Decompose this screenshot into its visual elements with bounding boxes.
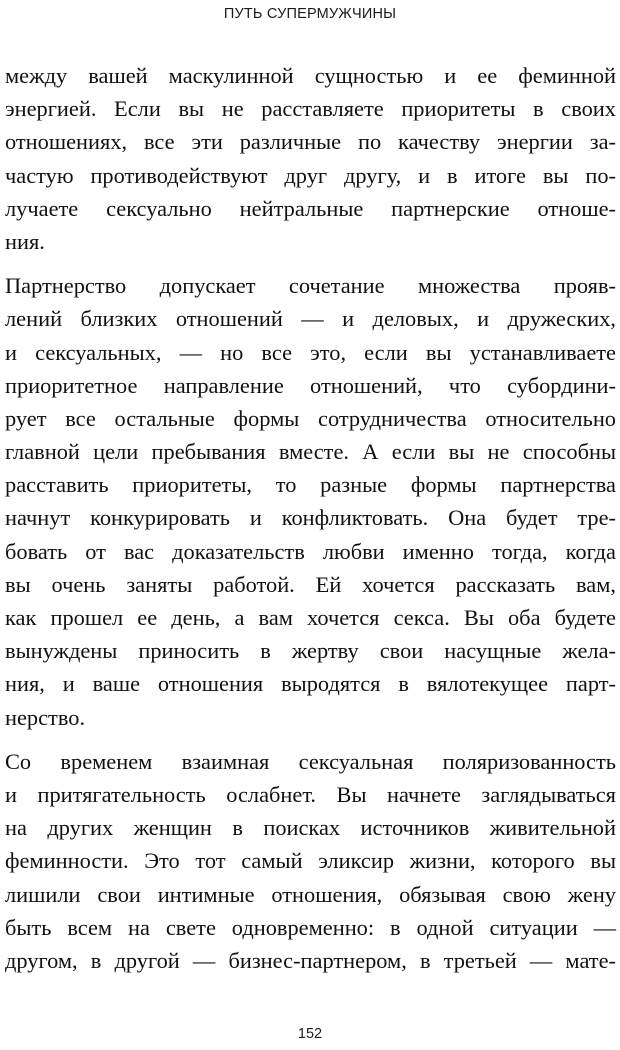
text-line: нерство. [5, 704, 86, 730]
text-line: и сексуальных, — но все это, если вы устанавливаете [5, 339, 616, 365]
text-line: лишили свои интимные отношения, обязывая свою жену [5, 881, 616, 907]
text-line: быть всем на свете одновременно: в одной ситуации — [5, 914, 616, 940]
text-line: частую противодействуют друг другу, и в итоге вы по- [5, 162, 616, 188]
page-body-text [5, 59, 616, 988]
text-line: отношениях, все эти различные по качеству энергии за- [5, 129, 616, 155]
text-line: Со временем взаимная сексуальная поляризованность [5, 748, 616, 774]
text-line: Партнерство допускает сочетание множества прояв- [5, 273, 616, 299]
paragraph-3 [5, 745, 616, 977]
text-line: расставить приоритеты, то разные формы партнерства [5, 472, 616, 498]
text-line: начнут конкурировать и конфликтовать. Она будет тре- [5, 505, 616, 531]
text-line: на других женщин в поисках источников живительной [5, 815, 616, 841]
text-line: вынуждены приносить в жертву свои насущные жела- [5, 638, 616, 664]
text-line: бовать от вас доказательств любви именно тогда, когда [5, 538, 616, 564]
text-line: и притягательность ослабнет. Вы начнете заглядываться [5, 781, 616, 807]
paragraph-2 [5, 269, 616, 734]
text-line: лений близких отношений — и деловых, и дружеских, [5, 306, 616, 332]
paragraph-1 [5, 59, 616, 258]
text-line: ния, и ваше отношения выродятся в вялотекущее парт- [5, 671, 616, 697]
page-number: 152 [297, 1026, 323, 1042]
running-header: ПУТЬ СУПЕРМУЖЧИНЫ [223, 6, 397, 22]
text-line: между вашей маскулинной сущностью и ее феминной [5, 63, 616, 88]
text-line: главной цели пребывания вместе. А если вы не способны [5, 439, 616, 465]
text-line: ния. [5, 228, 45, 254]
text-line: приоритетное направление отношений, что субордини- [5, 372, 616, 398]
text-line: феминности. Это тот самый эликсир жизни, которого вы [5, 848, 616, 874]
text-line: лучаете сексуально нейтральные партнерские отноше- [5, 195, 616, 221]
text-line: рует все остальные формы сотрудничества относительно [5, 405, 616, 431]
text-line: энергией. Если вы не расставляете приоритеты в своих [5, 96, 616, 122]
text-line: вы очень заняты работой. Ей хочется рассказать вам, [5, 571, 616, 597]
text-line: как прошел ее день, а вам хочется секса. Вы оба будете [5, 605, 616, 630]
text-line: другом, в другой — бизнес-партнером, в третьей — мате- [5, 947, 616, 973]
